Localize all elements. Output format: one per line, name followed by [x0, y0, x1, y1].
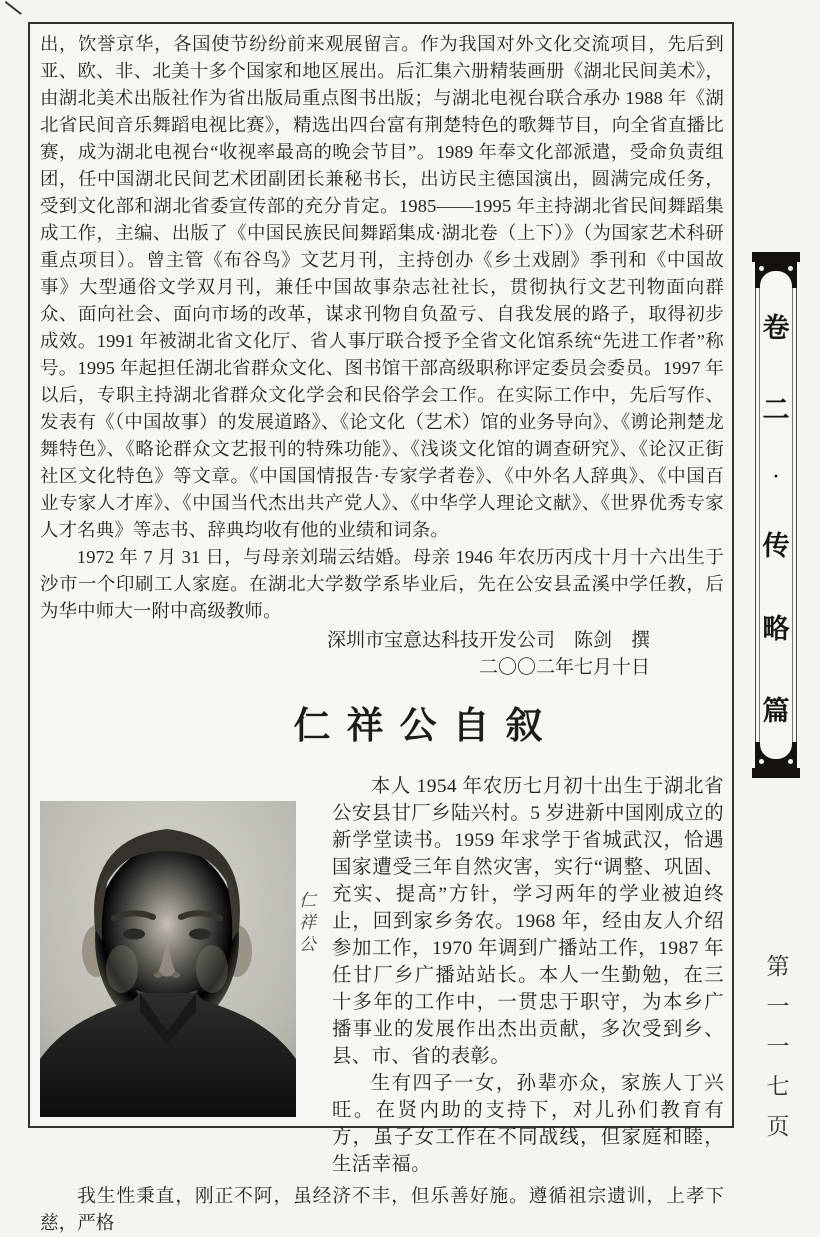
page-number-char: 第	[766, 954, 790, 979]
photo-caption	[299, 891, 316, 954]
photo-caption-char: 仁	[299, 891, 316, 910]
photo-caption-char: 祥	[299, 913, 316, 932]
page-number-char: 页	[766, 1114, 790, 1139]
volume-char: 二	[762, 395, 790, 426]
photo-caption-char: 公	[299, 935, 316, 954]
biography-paragraph-continued: 出，饮誉京华，各国使节纷纷前来观展留言。作为我国对外文化交流项目，先后到亚、欧、非、北美十多个国家和地区展出。后汇集六册精装画册《湖北民间美术》，由湖北美术出版社作为省出版局重点图书出版；与湖北电视台联合承办 1988 年《湖北省民间音乐舞蹈电视比赛》，精选出四台富有荆楚特色的歌舞节目，向全省直播比赛，成为湖北电视台“收视率最高的晚会节目”。1989 年奉文化部派遣，受命负责组团，任中国湖北民间艺术团副团长兼秘书长，出访民主德国演出，圆满完成任务，受到文化部和湖北省委宣传部的充分肯定。1985——1995 年主持湖北省民间舞蹈集成工作，主编、出版了《中国民族民间舞蹈集成·湖北卷（上下）》（为国家艺术科研重点项目）。曾主管《布谷鸟》文艺月刊，主持创办《乡土戏剧》季刊和《中国故事》大型通俗文学双月刊，兼任中国故事杂志社社长，贯彻执行文艺刊物面向群众、面向社会、面向市场的改革，谋求刊物自负盈亏、自我发展的路子，取得初步成效。1991 年被湖北省文化厅、省人事厅联合授予全省文化馆系统“先进工作者”称号。1995 年起担任湖北省群众文化、图书馆干部高级职称评定委员会委员。1997 年以后，专职主持湖北省群众文化学会和民俗学会工作。在实际工作中，先后写作、发表有《（中国故事）的发展道路》、《论文化（艺术）馆的业务导向》、《谫论荆楚龙舞特色》、《略论群众文艺报刊的特殊功能》、《浅谈文化馆的调查研究》、《论汉正街社区文化特色》等文章。《中国国情报告·专家学者卷》、《中外名人辞典》、《中国百业专家人才库》、《中国当代杰出共产党人》、《中华学人理论文献》、《世界优秀专家人才名典》等志书、辞典均收有他的业绩和词条。	[40, 34, 724, 540]
photo-block	[40, 773, 332, 1178]
volume-cartouche	[752, 252, 800, 778]
self-narrative-paragraph-3: 我生性秉直，刚正不阿，虽经济不丰，但乐善好施。遵循祖宗遗训，上孝下慈，严格	[40, 1186, 724, 1234]
page-content-box	[28, 22, 734, 1234]
self-narrative-paragraph-1: 本人 1954 年农历七月初十出生于湖北省公安县甘厂乡陆兴村。5 岁进新中国刚成立的新学堂读书。1959 年求学于省城武汉，恰遇国家遭受三年自然灾害，实行“调整、巩固、充实、提高”方针，学习两年的学业被迫终止，回到家乡务农。1968 年，经由友人介绍参加工作，1970 年调到广播站工作，1987 年任甘厂乡广播站站长。本人一生勤勉，在三十多年的工作中，一贯忠于职守，为本乡广播事业的发展作出杰出贡献，多次受到乡、县、市、省的表彰。	[332, 776, 724, 1067]
cartouche-bottom-cap	[752, 768, 800, 778]
volume-char: 传	[762, 531, 790, 562]
volume-label	[752, 292, 800, 738]
section-body	[40, 773, 724, 1178]
cartouche-top-cap	[752, 252, 800, 262]
section-text-column	[332, 773, 724, 1178]
section-title: 仁祥公自叙	[293, 706, 559, 747]
signature-author-line: 深圳市宝意达科技开发公司 陈剑 撰	[326, 630, 650, 651]
volume-char: 卷	[762, 313, 790, 343]
volume-separator-dot: ·	[772, 465, 779, 486]
volume-char: 篇	[762, 695, 790, 726]
scan-artifact	[5, 1, 22, 15]
cartouche-top-ornament	[755, 262, 797, 288]
volume-char: 略	[762, 613, 790, 644]
cartouche-bottom-ornament	[755, 742, 797, 768]
signature-block	[40, 627, 724, 681]
page-number	[762, 948, 794, 1141]
self-narrative-paragraph-2: 生有四子一女，孙辈亦众，家族人丁兴旺。在贤内助的支持下，对儿孙们教育有方，虽子女工作在不同战线，但家庭和睦，生活幸福。	[332, 1073, 724, 1175]
biography-paragraph-marriage: 1972 年 7 月 31 日，与母亲刘瑞云结婚。母亲 1946 年农历丙戌十月十六出生于沙市一个印刷工人家庭。在湖北大学数学系毕业后，先在公安县孟溪中学任教，后为华中师大一附中高级教师。	[40, 547, 724, 621]
page-number-char: 七	[766, 1074, 790, 1099]
page-number-char: 一	[766, 1034, 790, 1059]
portrait-photo	[40, 801, 296, 1117]
signature-date-line: 二〇〇二年七月十日	[478, 657, 650, 678]
page-number-char: 一	[766, 994, 790, 1019]
